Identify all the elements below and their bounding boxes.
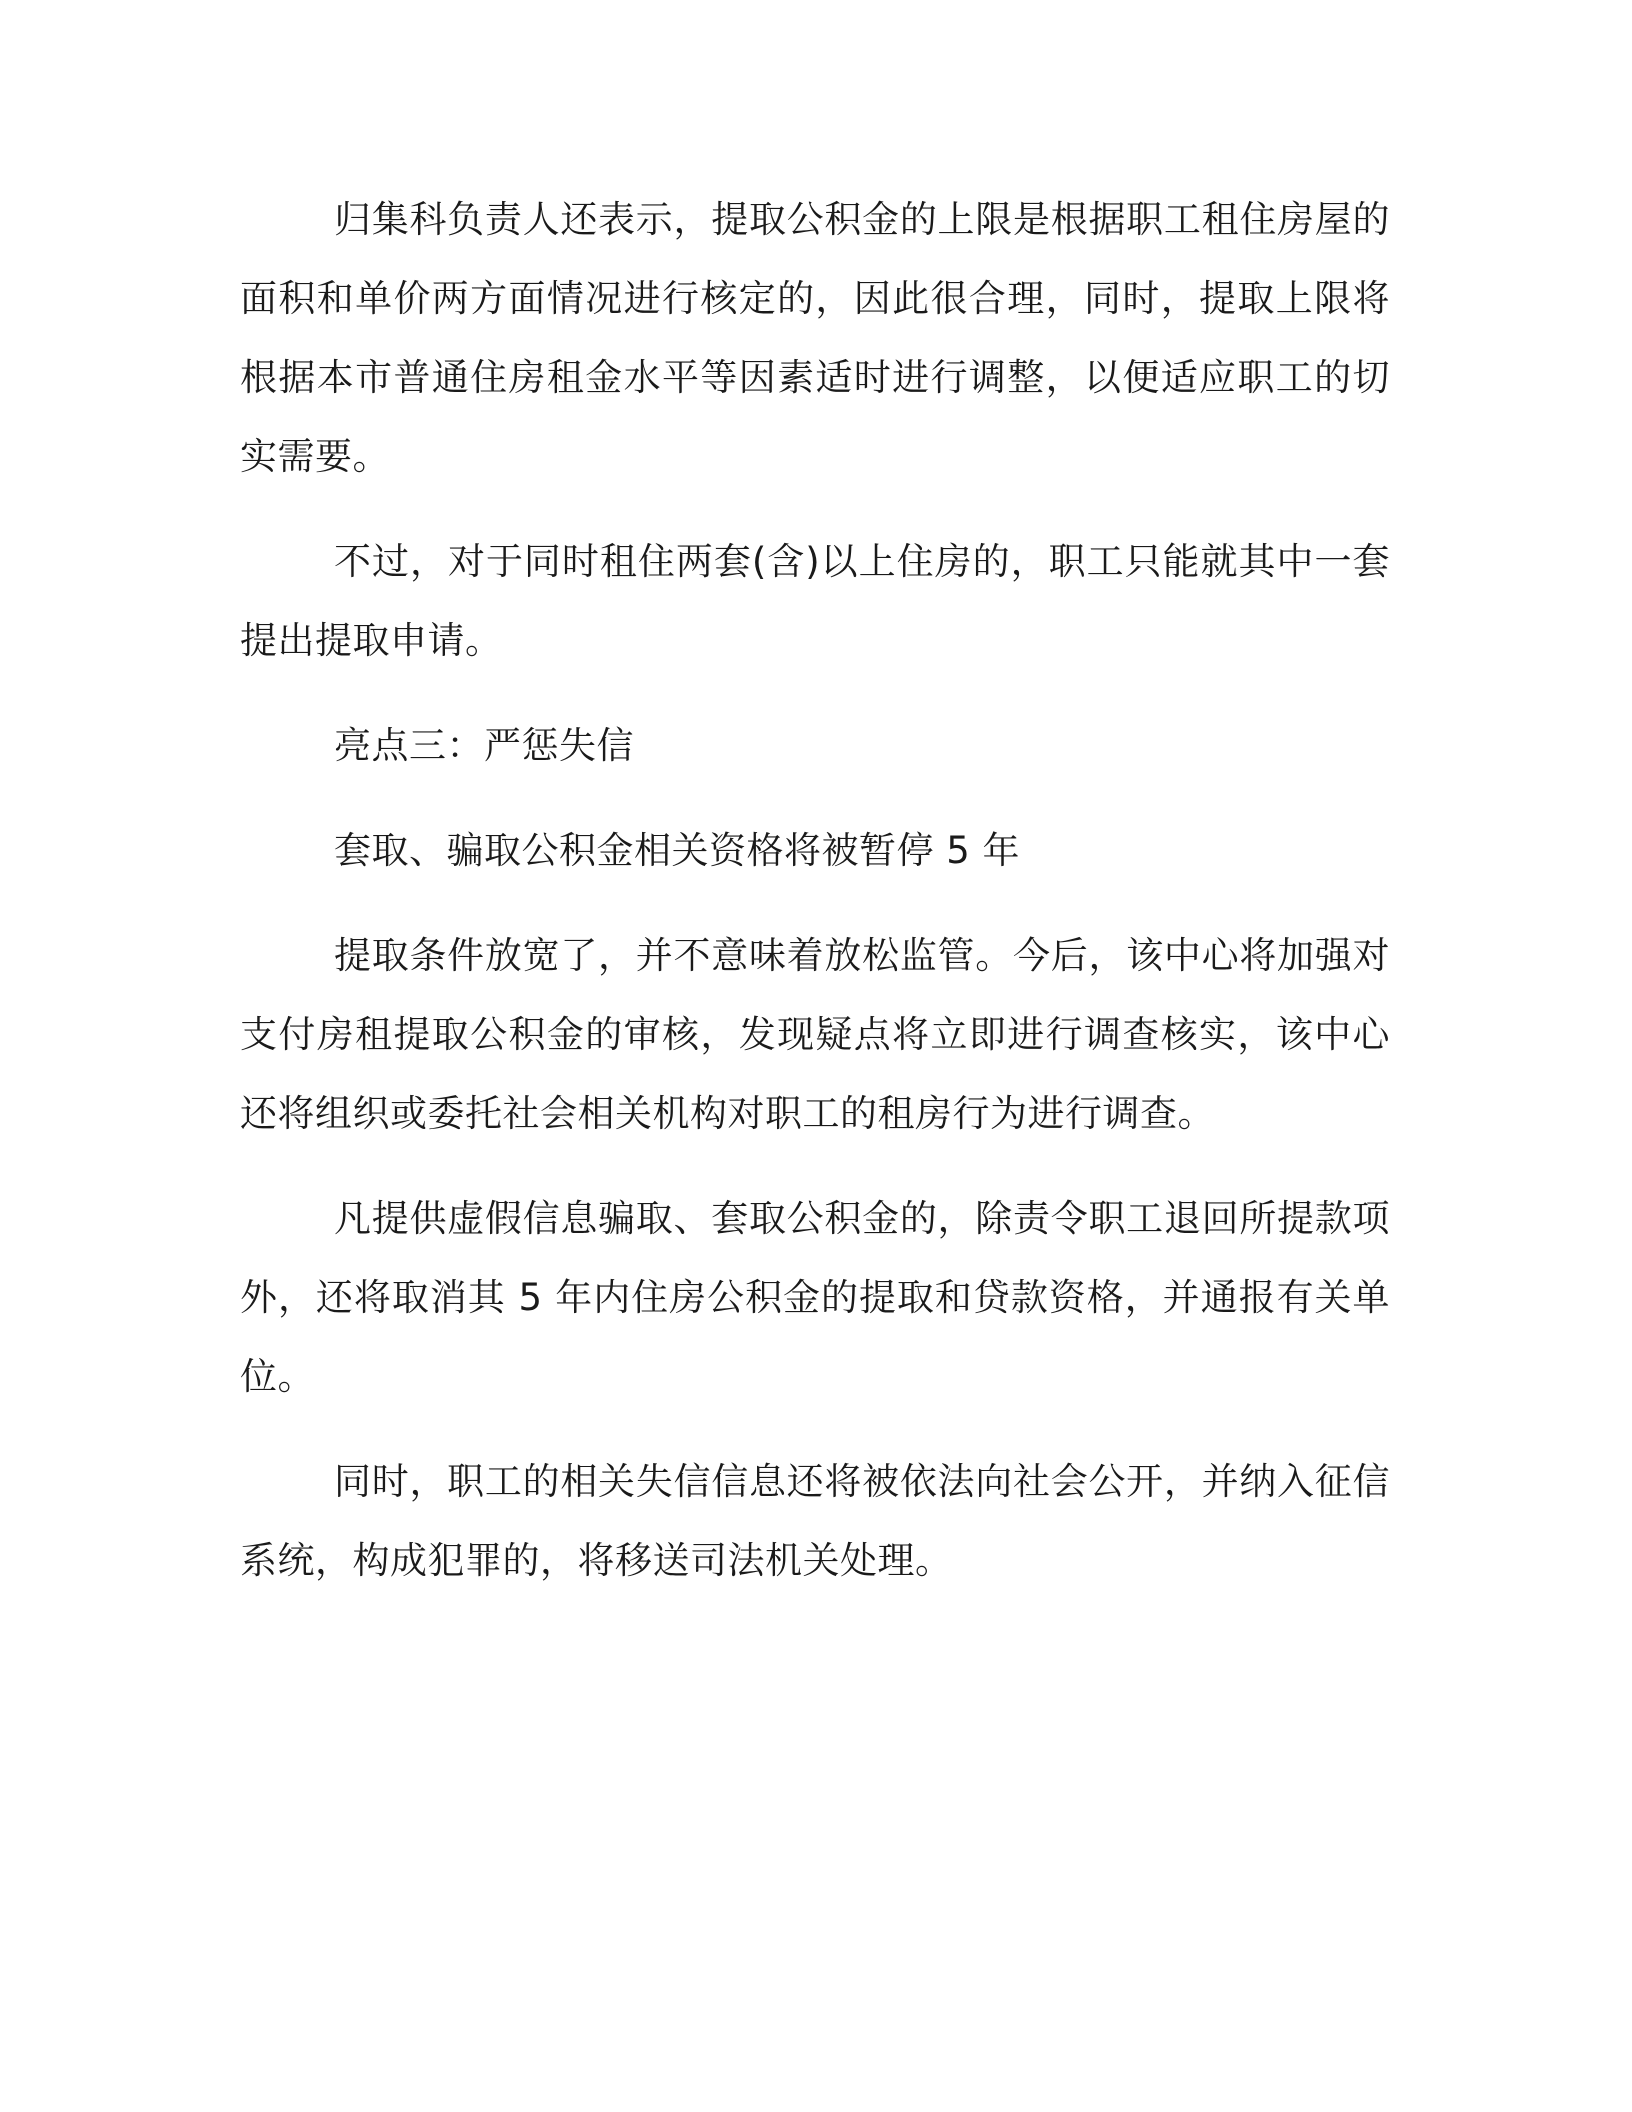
document-body	[240, 180, 1390, 1600]
paragraph-multiple-rentals: 不过，对于同时租住两套(含)以上住房的，职工只能就其中一套提出提取申请。	[240, 540, 1390, 662]
section-subheading-suspension: 套取、骗取公积金相关资格将被暂停 5 年	[334, 829, 1021, 872]
paragraph-credit-disclosure: 同时，职工的相关失信信息还将被依法向社会公开，并纳入征信系统，构成犯罪的，将移送司法机关处理。	[240, 1460, 1390, 1582]
paragraph-penalties: 凡提供虚假信息骗取、套取公积金的，除责令职工退回所提款项外，还将取消其 5 年内住房公积金的提取和贷款资格，并通报有关单位。	[240, 1197, 1390, 1398]
paragraph-supervision: 提取条件放宽了，并不意味着放松监管。今后，该中心将加强对支付房租提取公积金的审核，发现疑点将立即进行调查核实，该中心还将组织或委托社会相关机构对职工的租房行为进行调查。	[240, 934, 1390, 1135]
paragraph-withdrawal-limit: 归集科负责人还表示，提取公积金的上限是根据职工租住房屋的面积和单价两方面情况进行核定的，因此很合理，同时，提取上限将根据本市普通住房租金水平等因素适时进行调整，以便适应职工的切实需要。	[240, 198, 1390, 478]
section-heading-highlight-three: 亮点三：严惩失信	[334, 724, 634, 767]
